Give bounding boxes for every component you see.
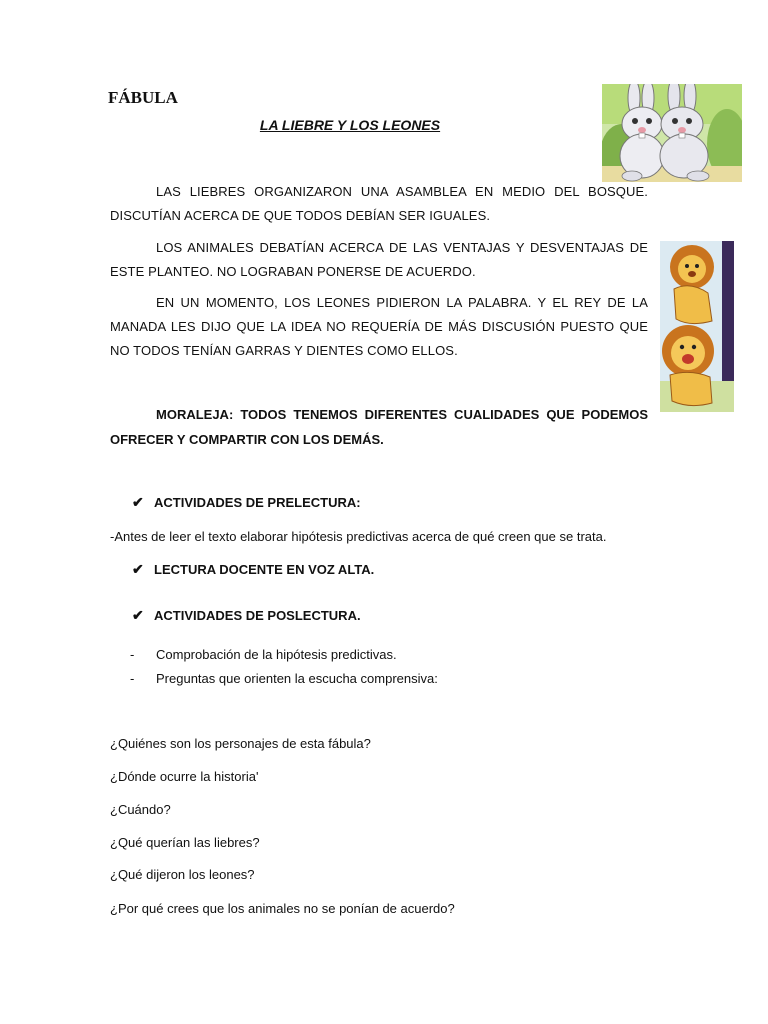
postreading-list-item bbox=[130, 671, 438, 686]
question: ¿Por qué crees que los animales no se ponían de acuerdo? bbox=[110, 901, 455, 916]
list-item-text: Preguntas que orienten la escucha comprensiva: bbox=[156, 671, 438, 686]
check-icon: ✔ bbox=[132, 607, 144, 623]
question: ¿Cuándo? bbox=[110, 802, 171, 817]
question: ¿Qué querían las liebres? bbox=[110, 835, 260, 850]
postreading-list-item bbox=[130, 647, 397, 662]
fable-title: LA LIEBRE Y LOS LEONES bbox=[259, 117, 441, 133]
postreading-item bbox=[132, 607, 361, 624]
document-heading: FÁBULA bbox=[108, 88, 178, 107]
story-paragraph: EN UN MOMENTO, LOS LEONES PIDIERON LA PALABRA. Y EL REY DE LA MANADA LES DIJO QUE LA IDEA NO REQUERÍA DE MÁS DISCUSIÓN PUESTO QUE NO TODOS TENÍAN GARRAS Y DIENTES COMO ELLOS. bbox=[110, 295, 648, 358]
check-icon: ✔ bbox=[132, 494, 144, 510]
story-paragraph: LOS ANIMALES DEBATÍAN ACERCA DE LAS VENTAJAS Y DESVENTAJAS DE ESTE PLANTEO. NO LOGRABAN PONERSE DE ACUERDO. bbox=[110, 240, 648, 279]
question: ¿Dónde ocurre la historia' bbox=[110, 769, 259, 784]
prereading-heading: ACTIVIDADES DE PRELECTURA: bbox=[154, 495, 361, 510]
prereading-item bbox=[132, 494, 361, 511]
prereading-text: -Antes de leer el texto elaborar hipótesis predictivas acerca de qué creen que se trata. bbox=[110, 529, 607, 544]
rabbits-image bbox=[602, 84, 742, 182]
check-icon: ✔ bbox=[132, 561, 144, 577]
reading-heading: LECTURA DOCENTE EN VOZ ALTA. bbox=[154, 562, 375, 577]
list-item-text: Comprobación de la hipótesis predictivas. bbox=[156, 647, 397, 662]
dash-bullet: - bbox=[130, 671, 135, 686]
reading-item bbox=[132, 561, 374, 578]
question: ¿Quiénes son los personajes de esta fábula? bbox=[110, 736, 371, 751]
postreading-heading: ACTIVIDADES DE POSLECTURA. bbox=[154, 608, 361, 623]
dash-bullet: - bbox=[130, 647, 135, 662]
story-paragraph: LAS LIEBRES ORGANIZARON UNA ASAMBLEA EN MEDIO DEL BOSQUE. DISCUTÍAN ACERCA DE QUE TODOS DEBÍAN SER IGUALES. bbox=[110, 184, 648, 223]
question: ¿Qué dijeron los leones? bbox=[110, 867, 255, 882]
moral-text: MORALEJA: TODOS TENEMOS DIFERENTES CUALIDADES QUE PODEMOS OFRECER Y COMPARTIR CON LOS DEMÁS. bbox=[110, 407, 648, 447]
lions-image bbox=[660, 241, 734, 412]
